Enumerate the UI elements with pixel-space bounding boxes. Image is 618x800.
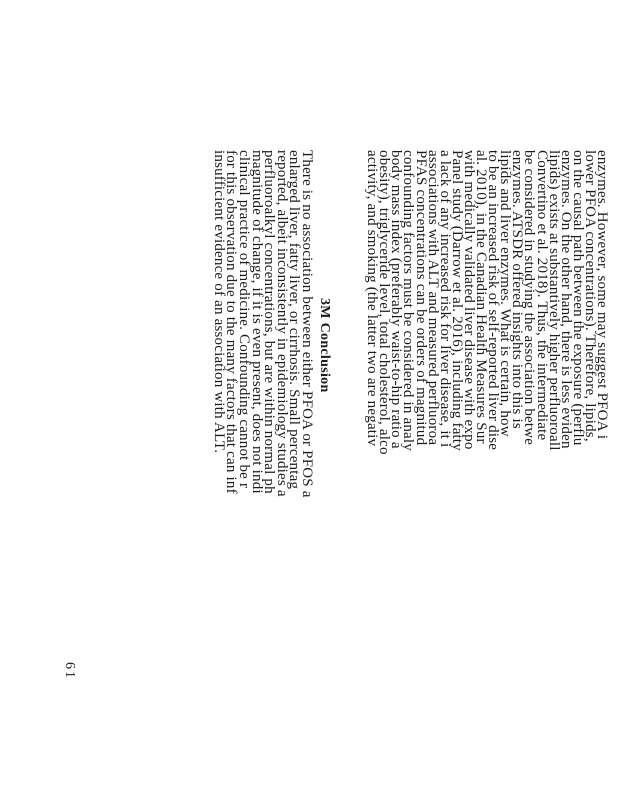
text-line: associations with ALT and measured perfluoroa bbox=[424, 150, 441, 446]
text-line: magnitude of change, if it is even present, does not indi bbox=[248, 150, 265, 494]
text-line: with medically validated liver disease with expo bbox=[460, 150, 477, 450]
body-paragraph-1 bbox=[366, 150, 608, 800]
text-line: enlarged liver, fatty liver, or cirrhosis. Small percentag bbox=[286, 150, 303, 490]
text-line: a lack of any increased risk for liver disease, it i bbox=[436, 150, 453, 448]
text-line: There is no association between either PFOA or PFOS a bbox=[299, 150, 315, 498]
text-line: body mass index (preferably waist-to-hip ratio a bbox=[388, 150, 405, 449]
text-line: enzymes. ATSDR offered insights into this is bbox=[509, 150, 526, 429]
text-line: confounding factors must be considered in analy bbox=[400, 150, 417, 451]
page-number: 61 bbox=[62, 662, 77, 680]
text-line: enzymes. However, some may suggest PFOA i bbox=[594, 150, 610, 440]
text-line: perfluoroalkyl concentrations, but are within normal ph bbox=[261, 150, 278, 494]
text-line: obesity), triglyceride level, total cholesterol, alco bbox=[376, 150, 393, 455]
section-heading: 3M Conclusion bbox=[317, 298, 332, 393]
conclusion-paragraph bbox=[212, 150, 313, 800]
text-line: insufficient evidence of an association with ALT. bbox=[210, 150, 227, 454]
text-line: reported, albeit inconsistently in epidemiology studies a bbox=[273, 150, 290, 497]
text-line: Panel study (Darrow et al. 2016), including fatty bbox=[448, 150, 465, 451]
text-line: al. 2010), in the Canadian Health Measures Sur bbox=[473, 150, 490, 444]
text-line: lipids and liver enzymes. What is certain, how bbox=[497, 150, 514, 437]
text-line: for this observation due to the many factors that can inf bbox=[223, 150, 240, 494]
text-line: PFAS concentrations can be orders of magnitud bbox=[412, 150, 429, 446]
text-line: activity, and smoking (the latter two are negativ bbox=[364, 150, 381, 447]
text-line: lower PFOA concentrations). Therefore, lipids, bbox=[581, 150, 598, 442]
text-line: on the causal path between the exposure (perflu bbox=[569, 150, 586, 446]
text-line: lipids) exists at substantively higher perfluoroall bbox=[545, 150, 562, 451]
text-line: be considered in studying the association betwe bbox=[521, 150, 538, 446]
text-line: clinical practice of medicine. Confounding cannot be r bbox=[236, 150, 253, 489]
text-line: Convertino et al. 2018). Thus, the intermediate bbox=[533, 150, 550, 441]
text-line: to be an increased risk of self-reported liver dise bbox=[485, 150, 502, 451]
text-line: enzymes. On the other hand, there is less eviden bbox=[557, 150, 574, 449]
